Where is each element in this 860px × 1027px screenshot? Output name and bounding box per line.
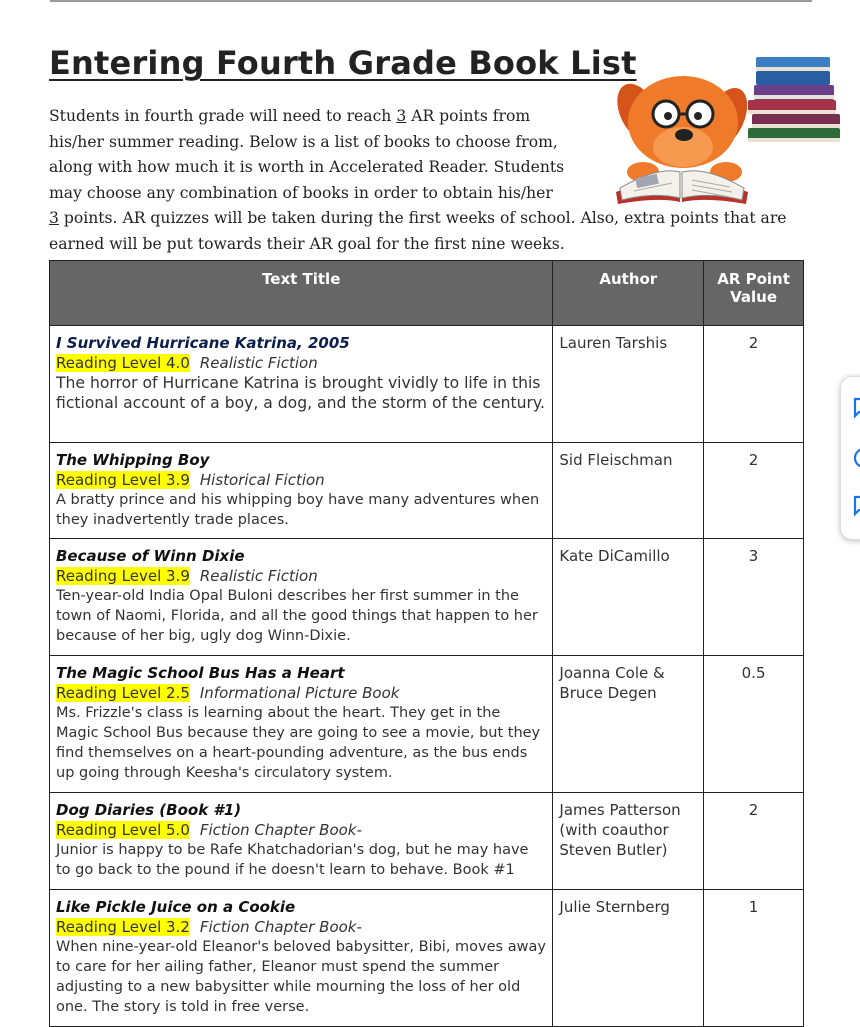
suggest-edit-icon[interactable] xyxy=(853,495,860,517)
table-row xyxy=(50,443,804,539)
side-action-panel xyxy=(840,376,860,540)
book-cell xyxy=(50,890,553,1027)
author-cell: James Patterson (with coauthor Steven Butler) xyxy=(553,793,704,890)
ar-points: 1 xyxy=(704,890,804,1027)
header-author: Author xyxy=(553,261,704,326)
book-cell xyxy=(50,326,553,443)
book-title: Like Pickle Juice on a Cookie xyxy=(56,898,296,916)
intro-line-5: 3 points. AR quizzes will be taken during the first weeks of school. Also, extra points that are xyxy=(49,209,787,227)
intro-line-3: along with how much it is worth in Accelerated Reader. Students xyxy=(49,158,565,176)
book-title: The Magic School Bus Has a Heart xyxy=(56,664,345,682)
book-description: Junior is happy to be Rafe Khatchadorian's dog, but he may have to go back to the pound if he doesn't learn to behave. Book #1 xyxy=(56,842,529,878)
ar-points: 2 xyxy=(704,326,804,443)
author-cell: Lauren Tarshis xyxy=(553,326,704,443)
book-list-table xyxy=(49,260,804,1027)
header-ar-point-value: AR Point Value xyxy=(704,261,804,326)
reading-level: Reading Level 2.5 xyxy=(56,684,190,702)
genre: Fiction Chapter Book- xyxy=(199,821,362,839)
author-cell: Joanna Cole & Bruce Degen xyxy=(553,656,704,793)
book-title: I Survived Hurricane Katrina, 2005 xyxy=(56,334,350,352)
page-title: Entering Fourth Grade Book List xyxy=(49,44,637,82)
table-row xyxy=(50,793,804,890)
table-row xyxy=(50,539,804,656)
intro-line-6: earned will be put towards their AR goal for the first nine weeks. xyxy=(49,234,565,253)
reading-level: Reading Level 3.2 xyxy=(56,918,190,936)
ar-points: 0.5 xyxy=(704,656,804,793)
table-header-row xyxy=(50,261,804,326)
book-title: Because of Winn Dixie xyxy=(56,547,245,565)
header-text-title: Text Title xyxy=(50,261,553,326)
book-stack-icon xyxy=(748,57,840,142)
genre: Realistic Fiction xyxy=(199,354,318,372)
reading-level: Reading Level 5.0 xyxy=(56,821,190,839)
author-cell: Kate DiCamillo xyxy=(553,539,704,656)
top-divider xyxy=(50,0,812,2)
book-description: Ms. Frizzle's class is learning about the heart. They get in the Magic School Bus because they are going to see a movie, but they find themselves on a heart-pounding adventure, as the bus ends up going through Keesha's circulatory system. xyxy=(56,705,541,781)
reading-level: Reading Level 3.9 xyxy=(56,567,190,585)
table-row xyxy=(50,656,804,793)
genre: Historical Fiction xyxy=(199,471,325,489)
book-cell xyxy=(50,539,553,656)
book-description: Ten-year-old India Opal Buloni describes her first summer in the town of Naomi, Florida, and all the good things that happen to her because of her big, ugly dog Winn-Dixie. xyxy=(56,588,538,644)
book-cell xyxy=(50,443,553,539)
book-title: Dog Diaries (Book #1) xyxy=(56,801,242,819)
dog-reading-books-illustration xyxy=(598,52,848,212)
ar-points: 3 xyxy=(704,539,804,656)
ar-points: 2 xyxy=(704,793,804,890)
table-row xyxy=(50,890,804,1027)
genre: Realistic Fiction xyxy=(199,567,318,585)
genre: Fiction Chapter Book- xyxy=(199,918,362,936)
author-cell: Julie Sternberg xyxy=(553,890,704,1027)
book-cell xyxy=(50,656,553,793)
reading-level: Reading Level 3.9 xyxy=(56,471,190,489)
book-description: A bratty prince and his whipping boy have many adventures when they inadvertently trade places. xyxy=(56,492,540,528)
intro-line-4: may choose any combination of books in order to obtain his/her xyxy=(49,183,553,202)
add-comment-icon[interactable] xyxy=(853,397,860,419)
points-required: 3 xyxy=(396,107,407,125)
book-description: When nine-year-old Eleanor's beloved babysitter, Bibi, moves away to care for her ailing father, Eleanor must spend the summer adjusting to a new babysitter while mourning the loss of her old one. The story is told in free verse. xyxy=(56,939,546,1015)
author-cell: Sid Fleischman xyxy=(553,443,704,539)
table-row xyxy=(50,326,804,443)
emoji-icon[interactable] xyxy=(853,447,860,469)
reading-level: Reading Level 4.0 xyxy=(56,354,190,372)
intro-line-1: Students in fourth grade will need to reach 3 AR points from xyxy=(49,107,531,125)
book-cell xyxy=(50,793,553,890)
genre: Informational Picture Book xyxy=(199,684,400,702)
dog-icon xyxy=(609,76,756,182)
points-required-2: 3 xyxy=(49,209,59,227)
ar-points: 2 xyxy=(704,443,804,539)
book-description: The horror of Hurricane Katrina is brought vividly to life in this fictional account of a boy, a dog, and the storm of the century. xyxy=(56,374,545,412)
intro-line-2: his/her summer reading. Below is a list of books to choose from, xyxy=(49,132,558,151)
book-title: The Whipping Boy xyxy=(56,451,210,469)
